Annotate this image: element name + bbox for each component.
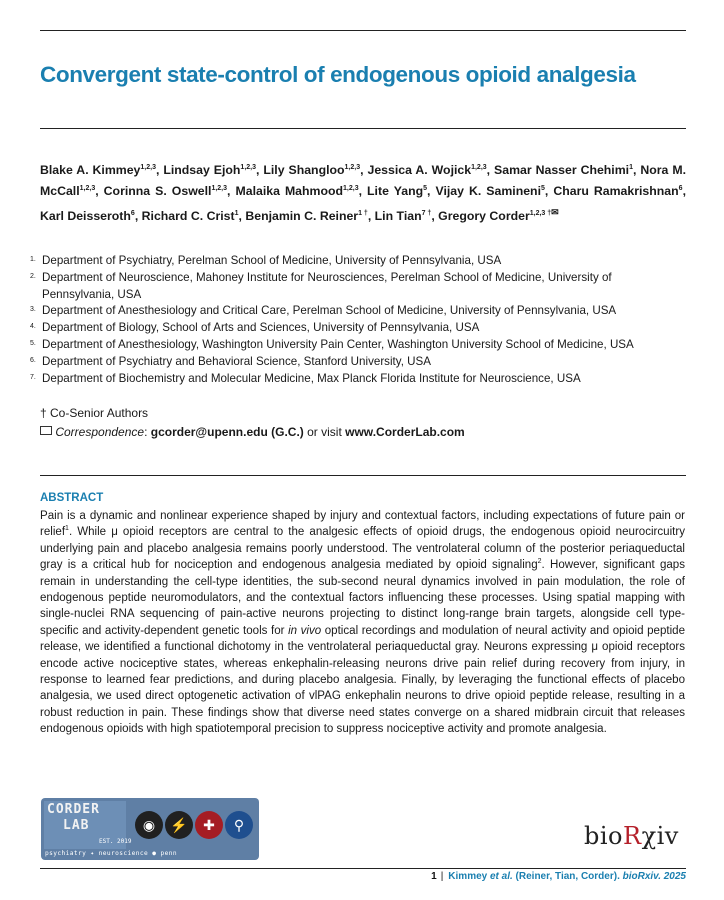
author-name: Jessica A. Wojick <box>367 163 472 177</box>
biorxiv-logo <box>584 822 679 850</box>
author-affiliation-marker: 1,2,3 † <box>529 210 552 217</box>
author-name: Samar Nasser Chehimi <box>494 163 630 177</box>
abstract-part: Pain is a dynamic and nonlinear experience shaped by injury and contextual factors, including expectations of future pain or relief <box>40 510 685 539</box>
citation-ref: 2 <box>537 558 542 566</box>
author-affiliation-marker: 1 † <box>358 210 368 217</box>
author-affiliation-marker: 7 † <box>421 210 432 217</box>
abstract-part: optical recordings and modulation of neural activity and opioid peptide release, we identified a functional dichotomy in the ventrolateral periaqueductal gray. Neurons expressing μ opioid receptors encode active nociceptive states, whereas enkephalin-releasing neurons drive pain relief during recovery from injury, in response to learned fear predictions, and during placebo analgesia. Finally, by leveraging the functional effects of placebo analgesia, we used direct optogenetic activation of vlPAG enkephalin neurons to drive opioid peptide release, resulting in a robust reduction in pain. These findings show that diverse need states converge on a shared midbrain circuit that releases endogenous opioids with high spatiotemporal precision to suppress nociceptive activity and promote analgesia. <box>40 624 685 736</box>
author-name: Lite Yang <box>367 184 424 198</box>
nociceptor-icon: ✚ <box>195 811 223 839</box>
affiliation-item <box>30 371 686 388</box>
author-name: Lily Shangloo <box>263 163 345 177</box>
affiliation-number: 6. <box>30 356 36 364</box>
or-visit-text: or visit <box>303 425 346 439</box>
affiliation-item <box>30 320 686 337</box>
affiliation-number: 3. <box>30 306 36 314</box>
author-name: Vijay K. Samineni <box>435 184 541 198</box>
abstract-rule <box>40 475 686 476</box>
co-senior-note: † Co-Senior Authors <box>40 406 149 420</box>
affiliation-number: 5. <box>30 339 36 347</box>
affiliation-item <box>30 253 686 270</box>
affiliation-item <box>30 354 686 371</box>
author-name: Charu Ramakrishnan <box>553 184 679 198</box>
author-affiliation-marker: 1,2,3 <box>211 184 228 192</box>
corresponding-envelope-icon: ✉ <box>551 207 559 217</box>
correspondence-label: Correspondence <box>55 425 145 439</box>
logo-line1: CORDER <box>47 802 100 817</box>
author-name: Karl Deisseroth <box>40 209 131 224</box>
author-name: Corinna S. Oswell <box>103 184 212 198</box>
affiliation-list <box>30 253 686 387</box>
affiliation-text: Department of Psychiatry, Perelman School of Medicine, University of Pennsylvania, USA <box>42 254 502 267</box>
footer-rest: (Reiner, Tian, Corder). <box>512 871 623 882</box>
author-affiliation-marker: 1,2,3 <box>79 184 96 192</box>
biorxiv-r: R <box>623 822 642 850</box>
author-name: Lin Tian <box>374 209 422 224</box>
author-name: Nora M. McCall <box>40 163 686 198</box>
title-rule <box>40 128 686 129</box>
microscope-icon: ⚲ <box>225 811 253 839</box>
author-affiliation-marker: 1,2,3 <box>471 163 487 171</box>
affiliation-item <box>30 337 686 354</box>
brain-icon: ◉ <box>135 811 163 839</box>
author-affiliation-marker: 1,2,3 <box>240 163 256 171</box>
footer-etal: et al. <box>489 871 513 882</box>
lightning-icon: ⚡ <box>165 811 193 839</box>
correspondence-email[interactable]: gcorder@upenn.edu (G.C.) <box>150 425 304 439</box>
biorxiv-bio: bio <box>584 822 623 850</box>
footer-authors: Kimmey <box>448 871 490 882</box>
abstract-text <box>40 508 685 738</box>
affiliation-text: Department of Biochemistry and Molecular Medicine, Max Planck Florida Institute for Neuroscience, USA <box>42 371 581 385</box>
author-affiliation-marker: 1 <box>629 163 633 171</box>
author-name: Benjamin C. Reiner <box>245 209 359 224</box>
abstract-heading: ABSTRACT <box>40 492 104 504</box>
author-name: Richard C. Crist <box>141 209 235 224</box>
affiliation-number: 2. <box>30 272 36 280</box>
page-number: 1 <box>431 871 437 882</box>
author-name: Gregory Corder <box>438 209 530 224</box>
affiliation-item <box>30 303 686 320</box>
affiliation-text: Department of Neuroscience, Mahoney Institute for Neurosciences, Perelman School of Medicine, University of Pennsylvania, USA <box>42 270 612 301</box>
logo-est: EST. 2019 <box>99 838 132 845</box>
author-affiliation-marker: 1,2,3 <box>343 184 359 192</box>
author-affiliation-marker: 1,2,3 <box>344 163 361 171</box>
footer-journal: bioRxiv. 2025 <box>622 871 686 882</box>
affiliation-text: Department of Anesthesiology and Critical Care, Perelman School of Medicine, University of Pennsylvania, USA <box>42 304 617 318</box>
author-affiliation-marker: 5 <box>423 184 428 192</box>
affiliation-number: 7. <box>30 373 36 381</box>
abstract-part: . However, significant gaps remain in understanding the cell-type identities, the sub-second neural dynamics involved in pain modulation, the role of endogenous peptide neuromodulators, and the contextual factors influencing these processes. Using spatial mapping with single-nuclei RNA sequencing of pain-active neurons projecting to distinct long-range brain targets, alongside cell type-specific and activity-dependent genetic tools for <box>40 559 685 637</box>
footer-separator: | <box>440 871 444 882</box>
author-notes <box>40 404 465 442</box>
logo-tagline: psychiatry ✦ neuroscience ● penn <box>45 850 178 857</box>
author-affiliation-marker: 1 <box>234 210 239 217</box>
page-footer <box>431 871 686 882</box>
footer-rule <box>40 868 686 869</box>
affiliation-number: 1. <box>30 256 36 263</box>
author-affiliation-marker: 5 <box>540 184 545 192</box>
author-name: Malaika Mahmood <box>235 184 344 198</box>
author-affiliation-marker: 1,2,3 <box>140 163 156 171</box>
top-rule <box>40 30 686 31</box>
affiliation-item <box>30 270 686 304</box>
author-affiliation-marker: 6 <box>678 184 683 192</box>
affiliation-text: Department of Biology, School of Arts and Sciences, University of Pennsylvania, USA <box>42 321 480 335</box>
author-name: Blake A. Kimmey <box>40 163 141 177</box>
affiliation-text: Department of Psychiatry and Behavioral Science, Stanford University, USA <box>42 354 431 368</box>
biorxiv-chiv: χiv <box>641 822 679 850</box>
paper-title: Convergent state-control of endogenous opioid analgesia <box>40 62 636 87</box>
abstract-italic: in vivo <box>288 624 322 637</box>
author-list: Blake A. Kimmey$^{1,2,3}$, Lindsay Ejoh$^{1,2,3}$, Lily Shangloo$^{1,2,3}$, Jessica A. Wojick$^{1,2,3}$, Samar Nasser Chehimi$^1$, Nora M. McCall$^{1,2,3}$, Corinna S. Oswell$^{1,2,3}$, Malaika Mahmood$^{1,2,3}$, Lite Yang$^5$, Vijay K. Samineni$^5$, Charu Ramakrishnan$^6$, Karl Deisseroth$^6$, Richard C. Crist$^1$, Benjamin C. Reiner$^{1 \dagger}$, Lin Tian$^{7 \dagger}$, Gregory Corder$^{1,2,3 \dagger✉}$ <box>40 163 686 224</box>
correspondence-line: Correspondence: gcorder@upenn.edu (G.C.) or visit www.CorderLab.com <box>40 423 465 442</box>
citation-ref: 1 <box>65 525 69 533</box>
abstract-part: . While μ opioid receptors are central to the analgesic effects of opioid drugs, the endogenous opioid neurocircuitry underlying pain and placebo analgesia remains poorly understood. The ventrolateral column of the posterior periaqueductal gray is a critical hub for nociception and endogenous analgesia mediated by opioid signaling <box>40 526 685 572</box>
author-affiliation-marker: 6 <box>130 210 135 217</box>
affiliation-number: 4. <box>30 323 36 331</box>
envelope-icon <box>40 426 52 435</box>
author-name: Lindsay Ejoh <box>163 163 241 177</box>
lab-website-link[interactable]: www.CorderLab.com <box>345 425 465 439</box>
logo-line2: LAB <box>63 818 90 833</box>
corder-lab-logo <box>41 798 259 860</box>
affiliation-text: Department of Anesthesiology, Washington University Pain Center, Washington University School of Medicine, USA <box>42 337 634 351</box>
